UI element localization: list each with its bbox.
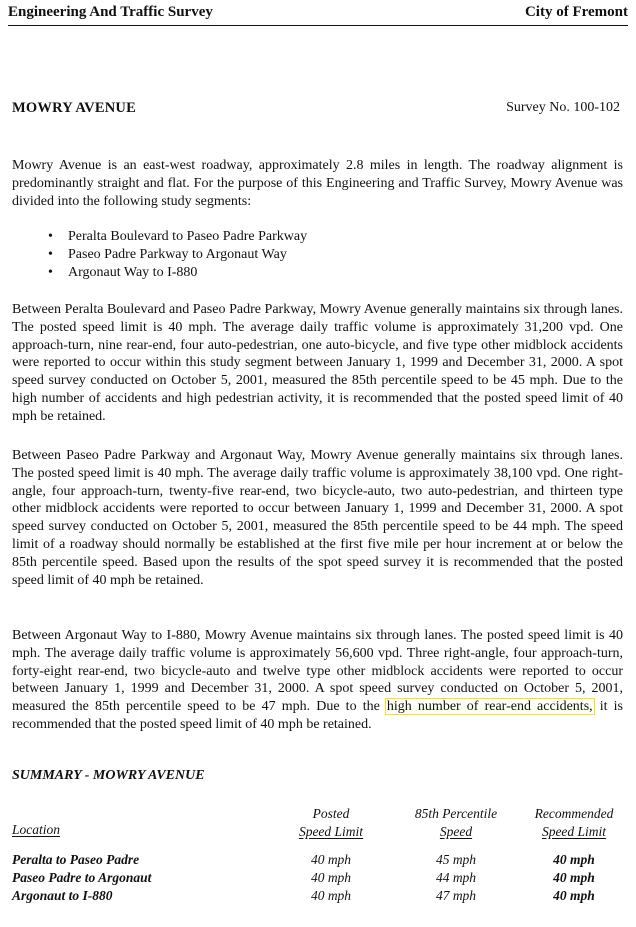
intro-paragraph: Mowry Avenue is an east-west roadway, approximately 2.8 miles in length. The roadway alignment is predominantly straight and flat. For the purpose of this Engineering and Traffic Survey, Mowry Avenue was divided into the following study segments:	[12, 158, 623, 209]
segment-1-paragraph: Between Peralta Boulevard and Paseo Padre Parkway, Mowry Avenue generally maintains six through lanes. The posted speed limit is 40 mph. The average daily traffic volume is approximately 31,200 vpd. One approach-turn, nine rear-end, four auto-pedestrian, one auto-bicycle, and five type other midblock accidents were reported to occur within this study segment between January 1, 1999 and December 31, 2000. A spot speed survey conducted on October 5, 2001, measured the 85th percentile speed to be 45 mph. Due to the high number of accidents and high pedestrian activity, it is recommended that the posted speed limit of 40 mph be retained.	[12, 302, 623, 424]
list-item	[48, 246, 307, 264]
row3-pct85: 47 mph	[435, 888, 477, 903]
paragraph-text: it is recommended that the posted speed limit of 40 mph be retained.	[12, 699, 623, 732]
row2-pct85: 44 mph	[435, 870, 477, 885]
row1-posted: 40 mph	[310, 852, 352, 867]
page-header	[8, 0, 628, 26]
header-rule	[8, 25, 628, 26]
row3-posted: 40 mph	[310, 888, 352, 903]
summary-title: SUMMARY - MOWRY AVENUE	[12, 768, 205, 783]
highlighted-phrase[interactable]: high number of rear-end accidents,	[386, 699, 593, 715]
recommended-header-line2: Speed Limit	[541, 824, 607, 839]
posted-header-line2: Speed Limit	[298, 824, 364, 839]
pct85-header-line2: Speed	[439, 824, 473, 839]
segment-list	[48, 228, 307, 281]
segment-label: Argonaut Way to I-880	[68, 264, 198, 280]
bullet-icon: •	[48, 229, 53, 244]
bullet-icon: •	[48, 264, 53, 280]
segment-3-paragraph	[12, 627, 623, 734]
street-title: MOWRY AVENUE	[12, 100, 136, 116]
list-item	[48, 228, 307, 246]
row2-posted: 40 mph	[310, 870, 352, 885]
posted-header-line1: Posted	[312, 806, 350, 821]
paragraph-text: Between Argonaut Way to I-880, Mowry Avenue maintains six through lanes. The posted speed limit is 40 mph. The average daily traffic volume is approximately 56,600 vpd. Three right-angle, four approach-turn, forty-eight rear-end, two bicycle-auto and twelve type other midblock accidents were reported to occur between January 1, 1999 and December 31, 2000. A spot speed survey conducted on October 5, 2001, measured the 85th percentile speed to be 47 mph. Due to the	[12, 628, 623, 715]
row1-recommended: 40 mph	[553, 852, 595, 867]
list-item	[48, 264, 307, 282]
row3-location: Argonaut to I-880	[12, 888, 113, 903]
bullet-icon: •	[48, 246, 53, 262]
row2-recommended: 40 mph	[553, 870, 595, 885]
pct85-header-line1: 85th Percentile	[414, 806, 498, 821]
segment-label: Paseo Padre Parkway to Argonaut Way	[68, 246, 287, 262]
survey-number: Survey No. 100-102	[506, 100, 620, 115]
segment-label: Peralta Boulevard to Paseo Padre Parkway	[68, 229, 308, 244]
header-city: City of Fremont	[524, 4, 628, 20]
row2-location: Paseo Padre to Argonaut	[12, 870, 152, 885]
row1-location: Peralta to Paseo Padre	[12, 852, 140, 867]
segment-2-paragraph: Between Paseo Padre Parkway and Argonaut Way, Mowry Avenue generally maintains six through lanes. The posted speed limit is 40 mph. The average daily traffic volume is approximately 38,100 vpd. One right-angle, four approach-turn, twenty-five rear-end, two bicycle-auto, two auto-pedestrian, and thirteen type other midblock accidents were reported to occur between January 1, 1999 and December 31, 2000. A spot speed survey conducted on October 5, 2001, measured the 85th percentile speed to be 44 mph. The speed limit of a roadway should normally be established at the first five mile per hour increment at or below the 85th percentile speed. Based upon the results of the spot speed survey it is recommended that the posted speed limit of 40 mph be retained.	[12, 448, 623, 588]
header-title: Engineering And Traffic Survey	[8, 4, 213, 20]
row3-recommended: 40 mph	[553, 888, 595, 903]
title-row	[12, 100, 620, 120]
recommended-header-line1: Recommended	[534, 806, 614, 821]
row1-pct85: 45 mph	[435, 852, 477, 867]
location-header: Location	[12, 822, 61, 837]
